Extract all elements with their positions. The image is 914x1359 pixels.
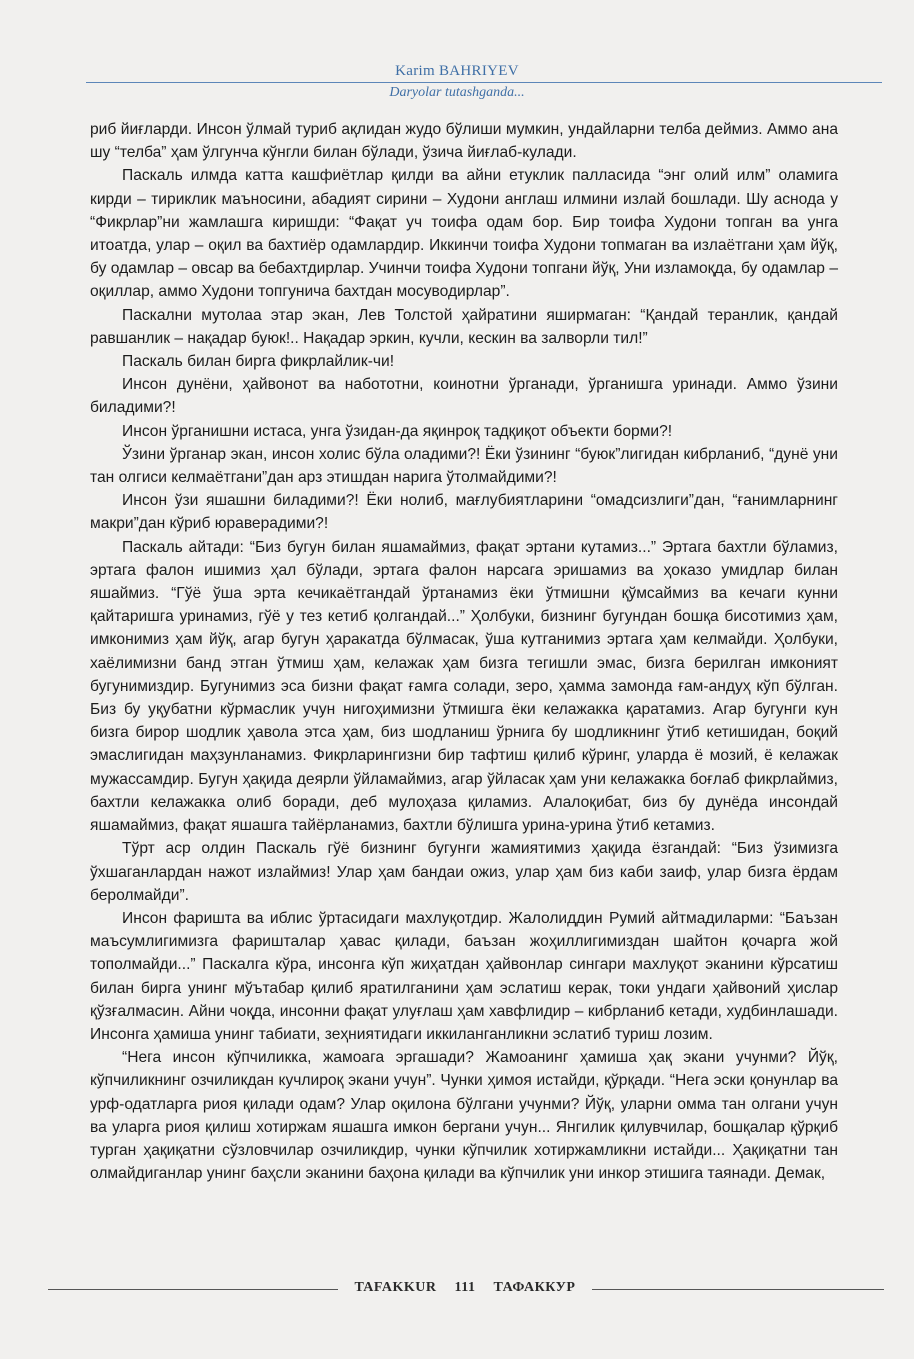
paragraph: риб йиғларди. Инсон ўлмай туриб ақлидан жудо бўлиши мумкин, ундайларни телба деймиз. Аммо ана шу “телба” ҳам ўлгунча кўнгли билан бўлади, ўзича йиғлаб-кулади. xyxy=(90,121,838,162)
page-footer xyxy=(0,1279,914,1299)
footer-rule-left xyxy=(48,1289,338,1290)
paragraph: “Нега инсон кўпчиликка, жамоага эргашади? Жамоанинг ҳамиша ҳақ экани учунми? Йўқ, кўпчиликнинг озчиликдан кучлироқ экани учун”. Чунки ҳимоя истайди, қўрқади. “Нега эски қонунлар ва урф-одатларга риоя қилади одам? Улар оқилона бўлгани учунми? Йўқ, уларни омма тан олгани учун ва уларга риоя қилиш хотиржам яшашга имкон бергани учун... Янгилик қилувчилар, бошқалар қўрқиб турган ҳақиқатни сўзловчилар озчиликдир, чунки кўпчилик хотиржамликни истайди... Ҳақиқатни тан олмайдиганлар унинг баҳсли эканини баҳона қилади ва кўпчилик уни инкор этишига таянади. Демак, xyxy=(90,1049,838,1183)
paragraph: Тўрт аср олдин Паскаль гўё бизнинг бугунги жамиятимиз ҳақида ёзгандай: “Биз ўзимизга ўхшаганлардан нажот излаймиз! Улар ҳам бандаи ожиз, улар ҳам биз каби заиф, улар бизга ёрдам беролмайди”. xyxy=(90,840,838,904)
main-text xyxy=(90,118,838,1185)
footer-label xyxy=(338,1280,592,1296)
paragraph: Ўзини ўрганар экан, инсон холис бўла оладими?! Ёки ўзининг “буюк”лигидан кибрланиб, “дунё уни тан олгиси келмаётгани”дан арз этишдан нарига ўтолмайдими?! xyxy=(90,445,838,487)
paragraph: Инсон ўрганишни истаса, унга ўзидан-да яқинроқ тадқиқот объекти борми?! xyxy=(122,422,673,440)
header-author: Karim BAHRIYEV xyxy=(395,63,519,79)
footer-rule-right xyxy=(592,1289,884,1290)
paragraph: Паскаль илмда катта кашфиётлар қилди ва айни етуклик палласида “энг олий илм” оламига кирди – тириклик маъносини, абадият сирини – Худони англаш илмини излай бошлади. Шу аснода у “Фикрлар”ни жамлашга киришди: “Фақат уч тоифа одам бор. Бир тоифа Худони топган ва унга итоатда, улар – оқил ва бахтиёр одамлардир. Иккинчи тоифа Худони топмаган ва излаётгани ҳам йўқ, бу одамлар – овсар ва бебахтдирлар. Учинчи тоифа Худони топгани йўқ, Уни изламоқда, бу одамлар – оқиллар, аммо Худони топгунича бахтдан мосуводирлар”. xyxy=(90,167,838,301)
paragraph: Инсон ўзи яшашни биладими?! Ёки нолиб, мағлубиятларини “омадсизлиги”дан, “ғанимларнинг макри”дан кўриб юраверадими?! xyxy=(90,492,838,533)
header-rule xyxy=(86,82,882,83)
paragraph: Инсон дунёни, ҳайвонот ва набототни, коинотни ўрганади, ўрганишга уринади. Аммо ўзини биладими?! xyxy=(90,376,838,417)
page-number: 111 xyxy=(454,1280,476,1295)
paragraph: Паскални мутолаа этар экан, Лев Толстой ҳайратини яширмаган: “Қандай теранлик, қандай равшанлик – нақадар буюк!.. Нақадар эркин, кучли, кескин ва залворли тил!” xyxy=(90,306,838,347)
paragraph: Паскаль айтади: “Биз бугун билан яшамаймиз, фақат эртани кутамиз...” Эртага бахтли бўламиз, эртага фалон ишимиз ҳал бўлади, эртага фалон нарсага эришамиз ва ҳоказо умидлар билан яшаймиз. “Гўё ўша эрта кечикаётгандай ўртанамиз ёки ўтмишни қўмсаймиз ва кечаги кунни қайтаришга уринамиз, гўё у тез кетиб қолгандай...” Ҳолбуки, бизнинг бугундан бошқа бисотимиз ҳам, имконимиз ҳам йўқ, агар бугун ҳаракатда бўлмасак, ўша кутганимиз эртага ҳам келмайди. Ҳолбуки, хаёлимизни банд этган ўтмиш ҳам, келажак ҳам бизга тегишли эмас, бизга берилган имконият бугунимиздир. Бугунимиз эса бизни фақат ғамга солади, зеро, ҳамма замонда ғам-андуҳ кўп бўлган. Биз бу уқубатни кўрмаслик учун нигоҳимизни ўтмишга ёки келажакка қаратамиз. Агар бугунги кун бизга бирор шодлик ҳавола этса ҳам, биз шодланиш ўрнига бу шодликнинг ўтиб кетишидан, боқий эмаслигидан маҳзунланамиз. Фикрларингизни бир тафтиш қилиб кўринг, уларда ё мозий, ё келажак мужассамдир. Бугун ҳақида деярли ўйламаймиз, агар ўйласак ҳам уни келажакка боғлаб фикрлаймиз, бахтли келажакка олиб боради, деб мулоҳаза қиламиз. Алалоқибат, биз бу дунёда инсондай яшамаймиз, фақат яшашга тайёрланамиз, бахтли бўлишга урина-урина ўтиб кетамиз. xyxy=(90,538,838,835)
footer-journal-cyrillic: ТАФАККУР xyxy=(493,1280,576,1295)
running-header xyxy=(0,60,914,110)
header-book-title: Daryolar tutashganda... xyxy=(389,85,525,100)
footer-journal-latin: TAFAKKUR xyxy=(354,1280,437,1295)
paragraph: Паскаль билан бирга фикрлайлик-чи! xyxy=(122,353,395,371)
paragraph: Инсон фаришта ва иблис ўртасидаги махлуқотдир. Жалолиддин Румий айтмадиларми: “Баъзан маъсумлигимизга фаришталар ҳавас қилади, баъзан жоҳиллигимиздан шайтон қочарга жой тополмайди...” Паскалга кўра, инсонга кўп жиҳатдан ҳайвонлар сингари махлуқот эканини кўрсатиш билан бирга унинг мўътабар қилиб яратилганини ҳам эслатиш керак, токи ундаги ҳайвоний ҳислар қўзғалмасин. Айни чоқда, инсонни фақат улуғлаш ҳам хавфлидир – кибрланиб кетади, худбинлашади. Инсонга ҳамиша унинг табиати, зеҳниятидаги иккиланганликни эслатиб туриш лозим. xyxy=(90,909,838,1043)
